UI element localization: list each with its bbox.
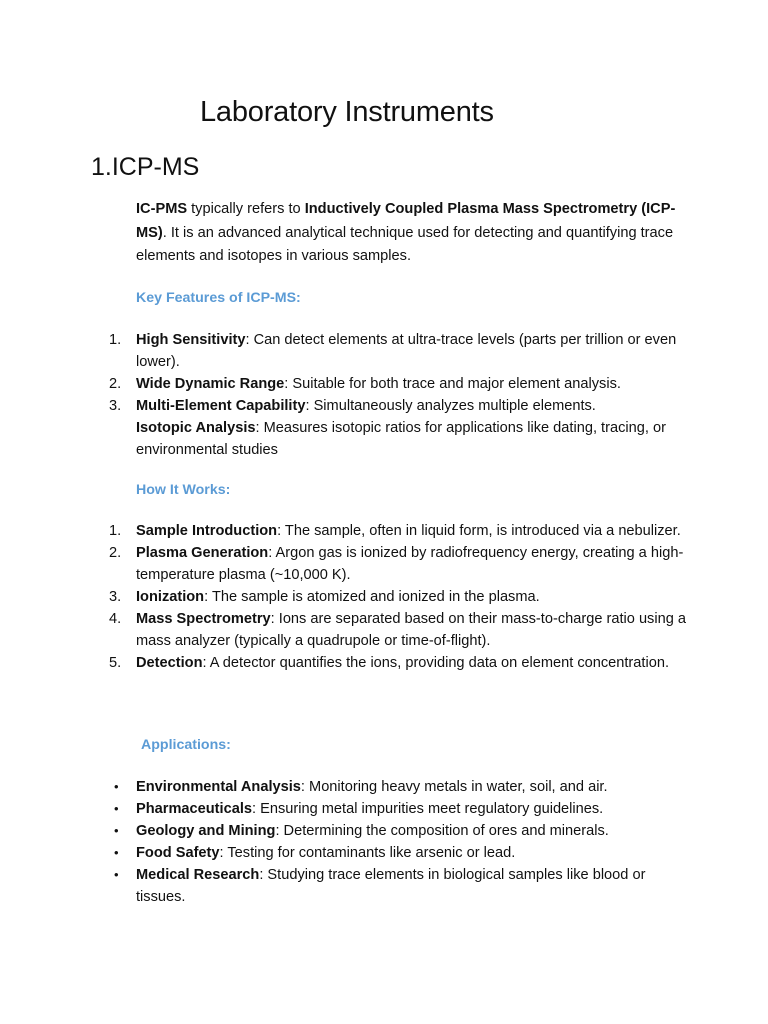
list-item (109, 329, 696, 373)
key-features-heading: Key Features of ICP-MS: (136, 290, 301, 306)
bullet-icon: • (114, 845, 119, 860)
item-term: Plasma Generation (136, 545, 269, 561)
item-text: : Determining the composition of ores and minerals. (275, 823, 609, 839)
list-marker: 3. (109, 398, 122, 414)
list-item (109, 373, 696, 395)
list-item (136, 417, 696, 461)
item-term: Sample Introduction (136, 523, 278, 539)
applications-list (114, 776, 696, 908)
item-text: : Measures isotopic ratios for applications like dating, tracing, or environmental studies (136, 420, 666, 458)
item-term: Medical Research (136, 867, 260, 883)
section-number: 1. (91, 153, 112, 181)
item-term: Isotopic Analysis (136, 420, 256, 436)
list-marker: 2. (109, 545, 122, 561)
item-text: : A detector quantifies the ions, providing data on element concentration. (202, 655, 669, 671)
how-it-works-heading: How It Works: (136, 482, 231, 498)
list-item (109, 542, 696, 586)
intro-text-1: typically refers to (187, 201, 305, 217)
list-marker: 3. (109, 589, 122, 605)
list-item (114, 798, 696, 820)
item-text: : Simultaneously analyzes multiple elements. (305, 398, 596, 414)
section-name: ICP-MS (111, 153, 200, 181)
list-item (114, 776, 696, 798)
item-text: : Ions are separated based on their mass-to-charge ratio using a mass analyzer (typically a quadrupole or time-of-flight). (136, 611, 687, 649)
intro-text-2: . It is an advanced analytical technique used for detecting and quantifying trace elements and isotopes in various samples. (136, 224, 674, 264)
applications-heading: Applications: (141, 737, 231, 753)
item-term: Ionization (136, 589, 205, 605)
list-item (109, 520, 696, 542)
list-marker: 2. (109, 376, 122, 392)
item-text: : Suitable for both trace and major element analysis. (284, 376, 621, 392)
item-text: : Can detect elements at ultra-trace levels (parts per trillion or even lower). (136, 332, 677, 370)
item-term: Pharmaceuticals (136, 801, 253, 817)
list-marker: 5. (109, 655, 122, 671)
item-text: : Argon gas is ionized by radiofrequency energy, creating a high-temperature plasma (~10,000 K). (136, 545, 684, 583)
intro-full-name: Inductively Coupled Plasma Mass Spectrometry (ICP-MS) (136, 201, 676, 241)
item-term: Mass Spectrometry (136, 611, 271, 627)
list-item (109, 395, 696, 417)
list-marker: 1. (109, 523, 122, 539)
list-item (114, 820, 696, 842)
item-text: : Ensuring metal impurities meet regulatory guidelines. (252, 801, 604, 817)
item-term: High Sensitivity (136, 332, 246, 348)
item-term: Detection (136, 655, 203, 671)
item-text: : The sample, often in liquid form, is introduced via a nebulizer. (277, 523, 681, 539)
list-item (114, 842, 696, 864)
bullet-icon: • (114, 779, 119, 794)
document-title: Laboratory Instruments (200, 96, 494, 128)
how-it-works-list (109, 520, 696, 674)
list-marker: 1. (109, 332, 122, 348)
item-text: : Testing for contaminants like arsenic or lead. (219, 845, 516, 861)
list-item (109, 586, 696, 608)
item-term: Environmental Analysis (136, 779, 301, 795)
list-item (109, 652, 696, 674)
section-heading (91, 153, 199, 182)
list-item (114, 864, 696, 908)
item-text: : The sample is atomized and ionized in the plasma. (204, 589, 540, 605)
item-term: Food Safety (136, 845, 220, 861)
key-features-list (109, 329, 696, 461)
bullet-icon: • (114, 867, 119, 882)
bullet-icon: • (114, 823, 119, 838)
item-text: : Studying trace elements in biological samples like blood or tissues. (136, 867, 646, 905)
item-term: Wide Dynamic Range (136, 376, 285, 392)
intro-term: IC-PMS (136, 201, 188, 217)
bullet-icon: • (114, 801, 119, 816)
item-term: Geology and Mining (136, 823, 276, 839)
item-text: : Monitoring heavy metals in water, soil, and air. (300, 779, 608, 795)
intro-paragraph (136, 198, 696, 269)
item-term: Multi-Element Capability (136, 398, 306, 414)
list-marker: 4. (109, 611, 122, 627)
list-item (109, 608, 696, 652)
